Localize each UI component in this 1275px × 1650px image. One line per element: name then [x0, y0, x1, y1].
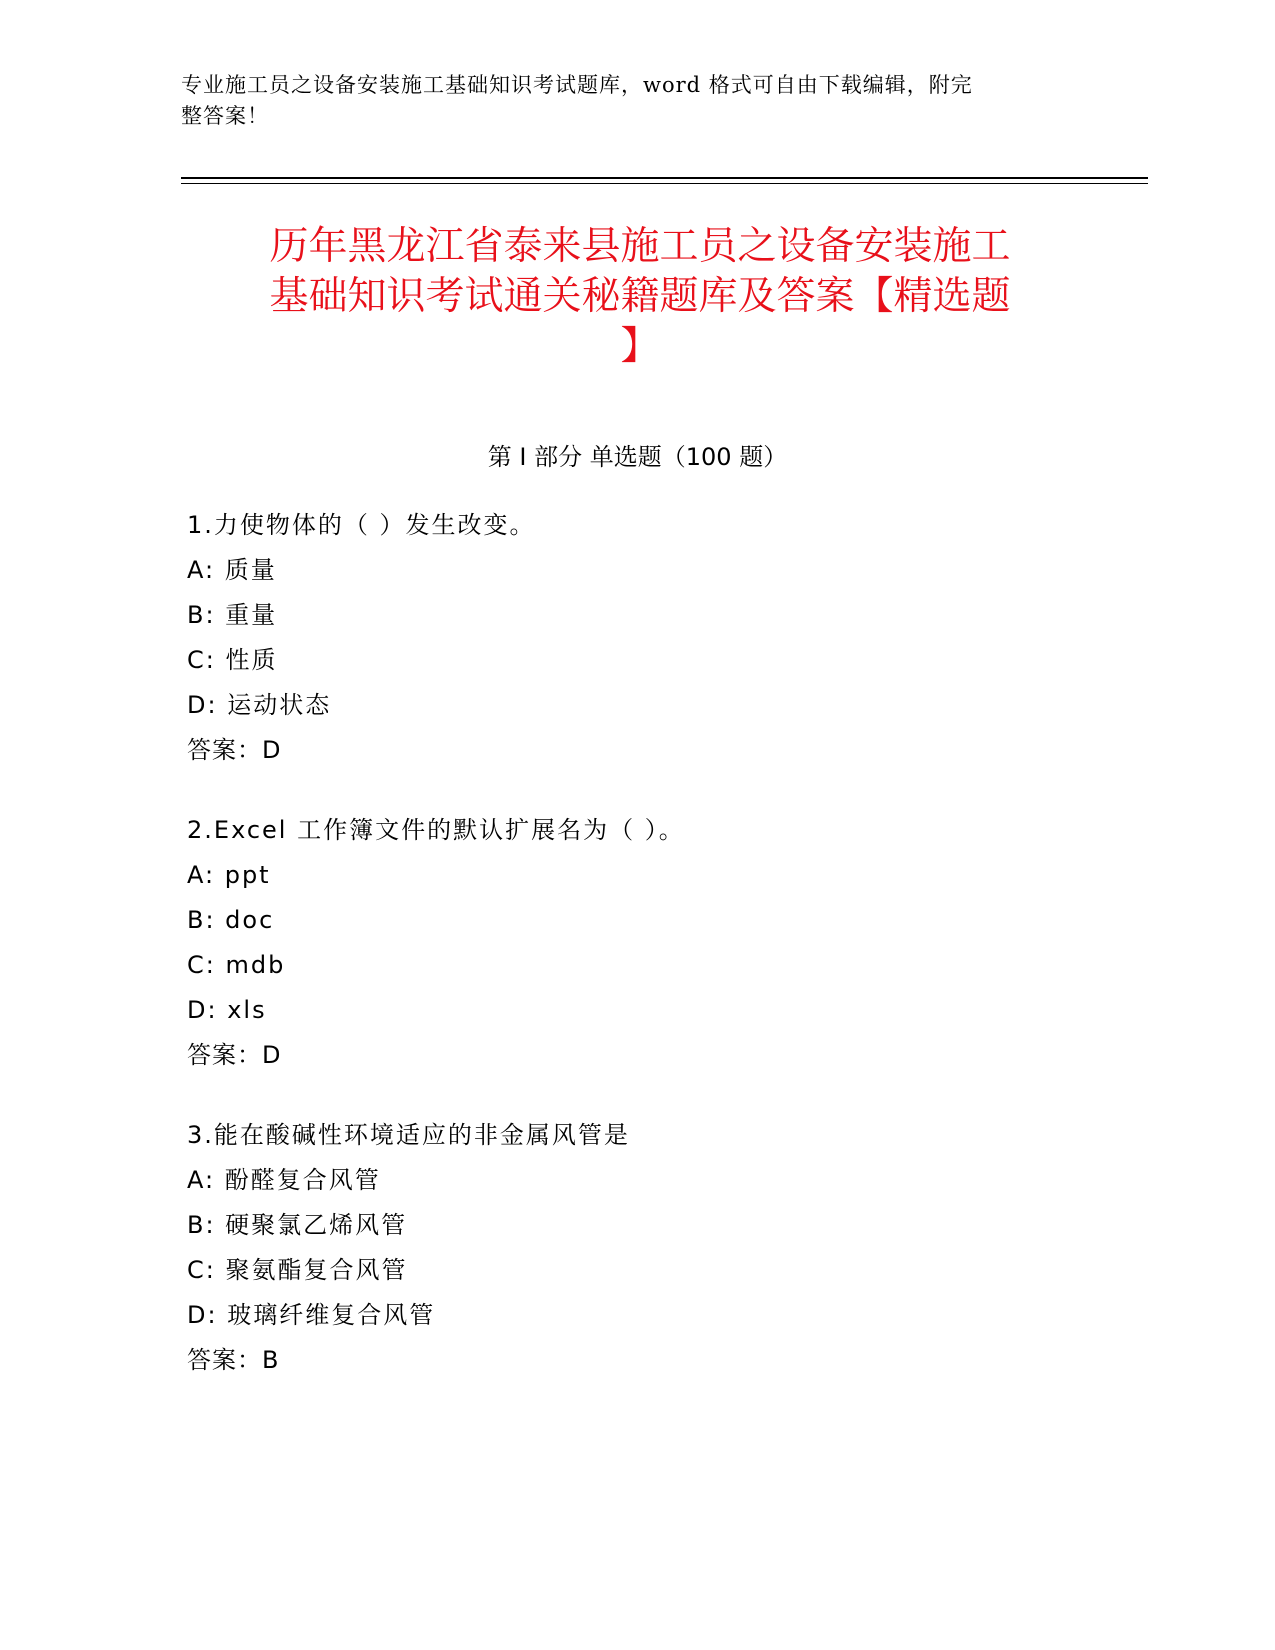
- option-c: C: mdb: [187, 951, 286, 979]
- document-title-line-2: 基础知识考试通关秘籍题库及答案【精选题: [269, 274, 1011, 319]
- option-a: A: 酚醛复合风管: [187, 1166, 381, 1194]
- document-title-line-1: 历年黑龙江省泰来县施工员之设备安装施工: [269, 224, 1011, 269]
- answer: 答案：D: [187, 1041, 282, 1069]
- option-a: A: 质量: [187, 556, 277, 584]
- answer: 答案：D: [187, 736, 282, 764]
- option-d: D: 运动状态: [187, 691, 332, 719]
- header-note-line-2: 整答案！: [181, 104, 269, 128]
- option-c: C: 性质: [187, 646, 278, 674]
- option-b: B: 硬聚氯乙烯风管: [187, 1211, 408, 1239]
- header-note: [181, 70, 1041, 132]
- section-title: 第 I 部分 单选题（100 题）: [487, 443, 788, 471]
- option-d: D: xls: [187, 996, 267, 1024]
- question-stem: 3.能在酸碱性环境适应的非金属风管是: [187, 1121, 630, 1149]
- option-b: B: 重量: [187, 601, 278, 629]
- option-c: C: 聚氨酯复合风管: [187, 1256, 408, 1284]
- question-stem: 1.力使物体的（ ）发生改变。: [187, 511, 536, 539]
- document-title-line-3: 】: [620, 324, 660, 369]
- question-stem: 2.Excel 工作簿文件的默认扩展名为（ ）。: [187, 816, 685, 844]
- question-1: [187, 503, 536, 773]
- option-d: D: 玻璃纤维复合风管: [187, 1301, 436, 1329]
- option-b: B: doc: [187, 906, 275, 934]
- question-3: [187, 1113, 630, 1383]
- header-divider-thin: [181, 183, 1148, 184]
- document-title: [190, 222, 1090, 372]
- header-note-line-1: 专业施工员之设备安装施工基础知识考试题库，word 格式可自由下载编辑，附完: [181, 73, 973, 97]
- answer: 答案：B: [187, 1346, 280, 1374]
- header-divider-thick: [181, 177, 1148, 179]
- option-a: A: ppt: [187, 861, 271, 889]
- question-2: [187, 808, 685, 1078]
